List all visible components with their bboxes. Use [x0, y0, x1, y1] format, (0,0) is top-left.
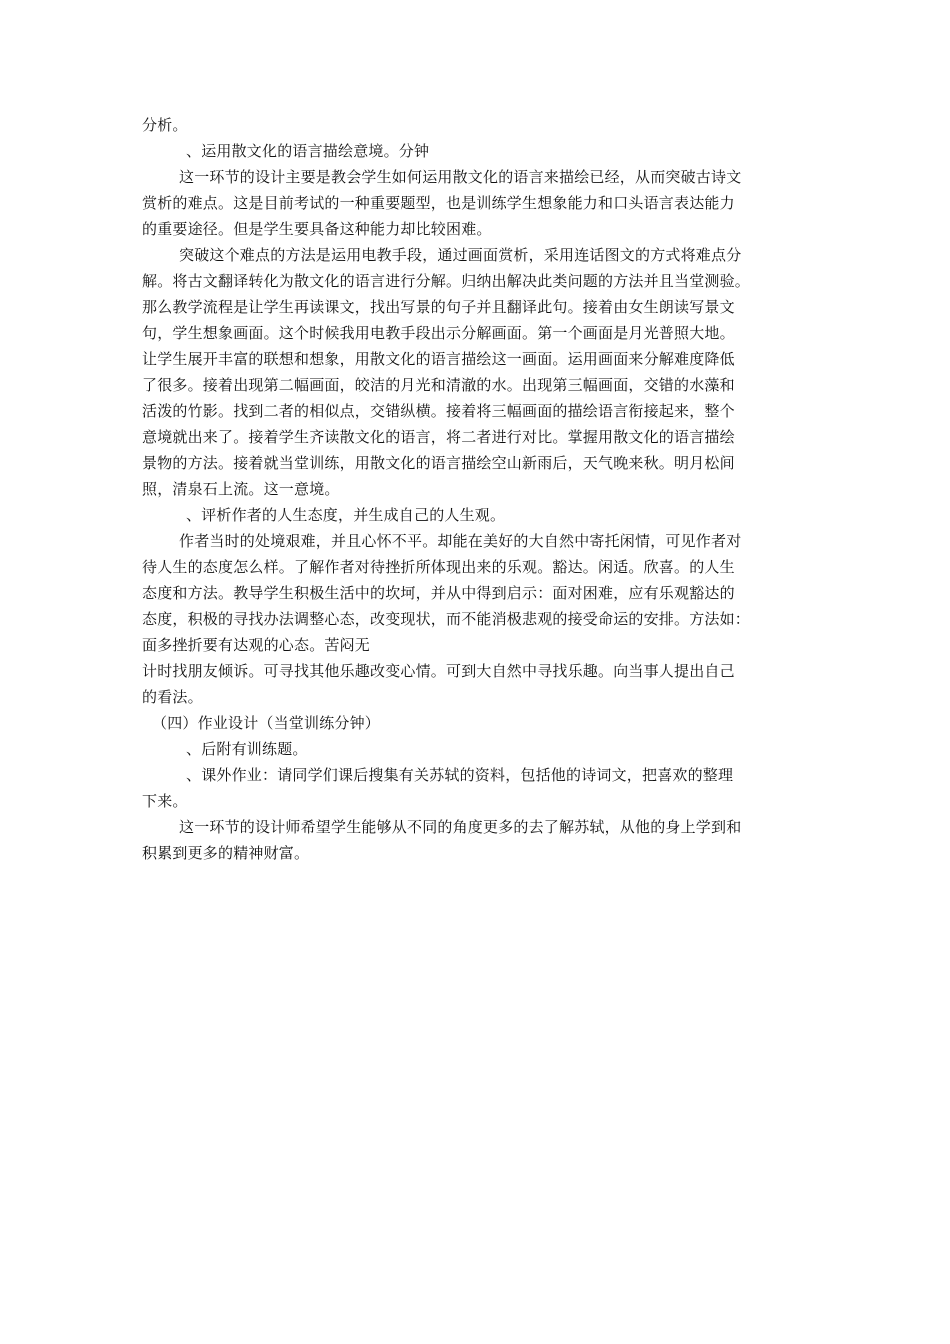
paragraph-line: 活泼的竹影。找到二者的相似点，交错纵横。接着将三幅画面的描绘语言衔接起来，整个: [142, 402, 735, 420]
paragraph-line: 那么教学流程是让学生再读课文，找出写景的句子并且翻译此句。接着由女生朗读写景文: [142, 298, 735, 316]
document-body: [142, 112, 812, 866]
paragraph-line: 句，学生想象画面。这个时候我用电教手段出示分解画面。第一个画面是月光普照大地。: [142, 324, 735, 342]
list-item: 、课外作业：请同学们课后搜集有关苏轼的资料，包括他的诗词文，把喜欢的整理: [186, 766, 734, 784]
paragraph-line: 待人生的态度怎么样。了解作者对待挫折所体现出来的乐观。豁达。闲适。欣喜。的人生: [142, 558, 735, 576]
paragraph-line: 这一环节的设计主要是教会学生如何运用散文化的语言来描绘已经，从而突破古诗文: [179, 168, 742, 186]
paragraph-line: 赏析的难点。这是目前考试的一种重要题型，也是训练学生想象能力和口头语言表达能力: [142, 194, 735, 212]
paragraph-line: 的看法。: [142, 688, 203, 706]
paragraph-line: 下来。: [142, 792, 188, 810]
paragraph-line: 让学生展开丰富的联想和想象，用散文化的语言描绘这一画面。运用画面来分解难度降低: [142, 350, 735, 368]
paragraph-line: 景物的方法。接着就当堂训练，用散文化的语言描绘空山新雨后，天气晚来秋。明月松间: [142, 454, 735, 472]
paragraph-line: 态度，积极的寻找办法调整心态，改变现状，而不能消极悲观的接受命运的安排。方法如：: [142, 610, 751, 628]
paragraph-line: 这一环节的设计师希望学生能够从不同的角度更多的去了解苏轼，从他的身上学到和: [179, 818, 742, 836]
paragraph-line: 照，清泉石上流。这一意境。: [142, 480, 340, 498]
section-heading: 、运用散文化的语言描绘意境。分钟: [186, 142, 430, 160]
paragraph-line: 了很多。接着出现第二幅画面，皎洁的月光和清澈的水。出现第三幅画面，交错的水藻和: [142, 376, 735, 394]
paragraph-line: 解。将古文翻译转化为散文化的语言进行分解。归纳出解决此类问题的方法并且当堂测验。: [142, 272, 751, 290]
paragraph-line: 积累到更多的精神财富。: [142, 844, 310, 862]
paragraph-line: 计时找朋友倾诉。可寻找其他乐趣改变心情。可到大自然中寻找乐趣。向当事人提出自己: [142, 662, 735, 680]
paragraph-line: 面多挫折要有达观的心态。苦闷无: [142, 636, 371, 654]
paragraph-line: 作者当时的处境艰难，并且心怀不平。却能在美好的大自然中寄托闲情，可见作者对: [179, 532, 742, 550]
paragraph-line: 的重要途径。但是学生要具备这种能力却比较困难。: [142, 220, 492, 238]
paragraph-line: 态度和方法。教导学生积极生活中的坎坷，并从中得到启示：面对困难，应有乐观豁达的: [142, 584, 735, 602]
text-line: 分析。: [142, 116, 188, 134]
section-heading: 、评析作者的人生态度，并生成自己的人生观。: [186, 506, 506, 524]
paragraph-line: 突破这个难点的方法是运用电教手段，通过画面赏析，采用连话图文的方式将难点分: [179, 246, 742, 264]
list-item: 、后附有训练题。: [186, 740, 308, 758]
paragraph-line: 意境就出来了。接着学生齐读散文化的语言，将二者进行对比。掌握用散文化的语言描绘: [142, 428, 735, 446]
section-heading: （四）作业设计（当堂训练分钟）: [152, 714, 381, 732]
